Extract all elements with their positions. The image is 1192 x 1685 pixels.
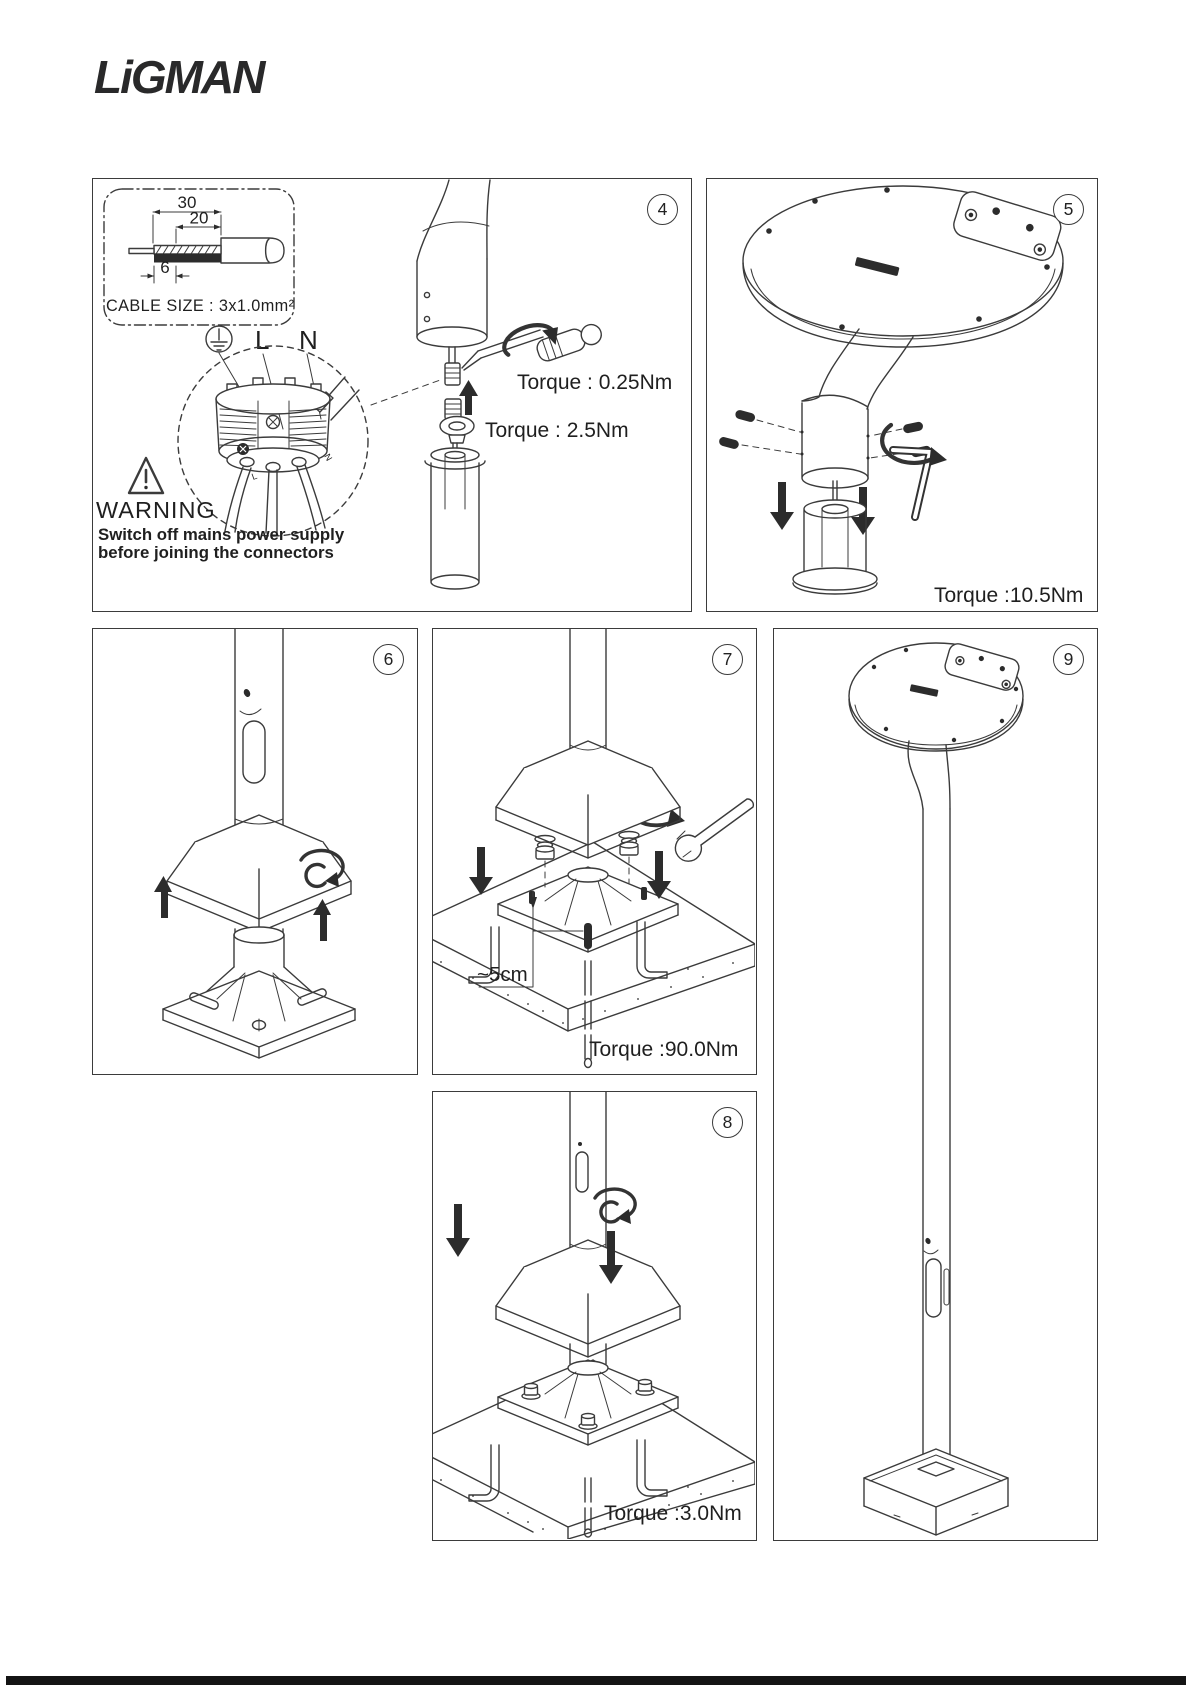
screwdriver-icon: [462, 321, 604, 370]
step7-panel: [432, 628, 757, 1075]
step8-illustration: [433, 1092, 755, 1539]
pole-and-cover: [496, 1092, 680, 1364]
torque-label: Torque :90.0Nm: [589, 1038, 739, 1061]
dim-6: 6: [160, 258, 170, 277]
ground-symbol-icon: [206, 326, 232, 352]
dim-30: 30: [177, 193, 197, 212]
cable-size-caption: CABLE SIZE : 3x1.0mm²: [106, 297, 295, 315]
dim-20: 20: [189, 208, 209, 228]
step5-illustration: [707, 179, 1096, 610]
snap-ring-tool-icon: [595, 1189, 635, 1224]
step6-panel: [92, 628, 418, 1075]
connector-wires: [225, 465, 325, 533]
up-arrow-icon: [459, 380, 478, 415]
step9-panel: [773, 628, 1098, 1541]
step4-illustration: [93, 179, 690, 610]
cable-strip-inset: [104, 189, 295, 325]
step8-panel: [432, 1091, 757, 1541]
arm-and-spigot: [802, 329, 913, 488]
step7-illustration: [433, 629, 755, 1073]
step5-panel: [706, 178, 1098, 612]
luminaire-disc: [849, 642, 1023, 751]
ligman-logo: LiGMAN: [94, 51, 264, 103]
step9-number: 9: [1053, 644, 1084, 675]
step7-number: 7: [712, 644, 743, 675]
footer-rule: [6, 1676, 1186, 1685]
torque-connector-label: Torque : 0.25Nm: [517, 371, 673, 394]
luminaire-disc: [743, 186, 1064, 347]
torque-gland-label: Torque : 2.5Nm: [485, 419, 629, 442]
warning-triangle-icon: [129, 458, 163, 493]
step4-panel: [92, 178, 692, 612]
step8-number: 8: [712, 1107, 743, 1138]
warning-line1: Switch off mains power supply: [98, 525, 345, 544]
ground-base-box: [864, 1449, 1008, 1535]
connector-mark-neutral: N: [322, 452, 335, 463]
pole-drawing: [235, 629, 283, 829]
terminal-neutral-label: N: [299, 325, 318, 355]
terminal-live-label: L: [255, 325, 270, 355]
wrench-icon: [675, 799, 753, 861]
gland-ring: [440, 417, 474, 444]
warning-line2: before joining the connectors: [98, 543, 334, 562]
torque-label: Torque :10.5Nm: [934, 584, 1084, 607]
step4-number: 4: [647, 194, 678, 225]
embedment-label: ~5cm: [477, 963, 528, 986]
connector-mark-live: L: [250, 470, 259, 482]
step6-number: 6: [373, 644, 404, 675]
anchor-base: [163, 927, 355, 1058]
torque-label: Torque :3.0Nm: [604, 1502, 742, 1525]
step6-illustration: [93, 629, 416, 1073]
step9-illustration: [774, 629, 1096, 1539]
warning-title: WARNING: [96, 497, 216, 523]
step5-number: 5: [1053, 194, 1084, 225]
pole-drawing: [908, 741, 950, 1462]
